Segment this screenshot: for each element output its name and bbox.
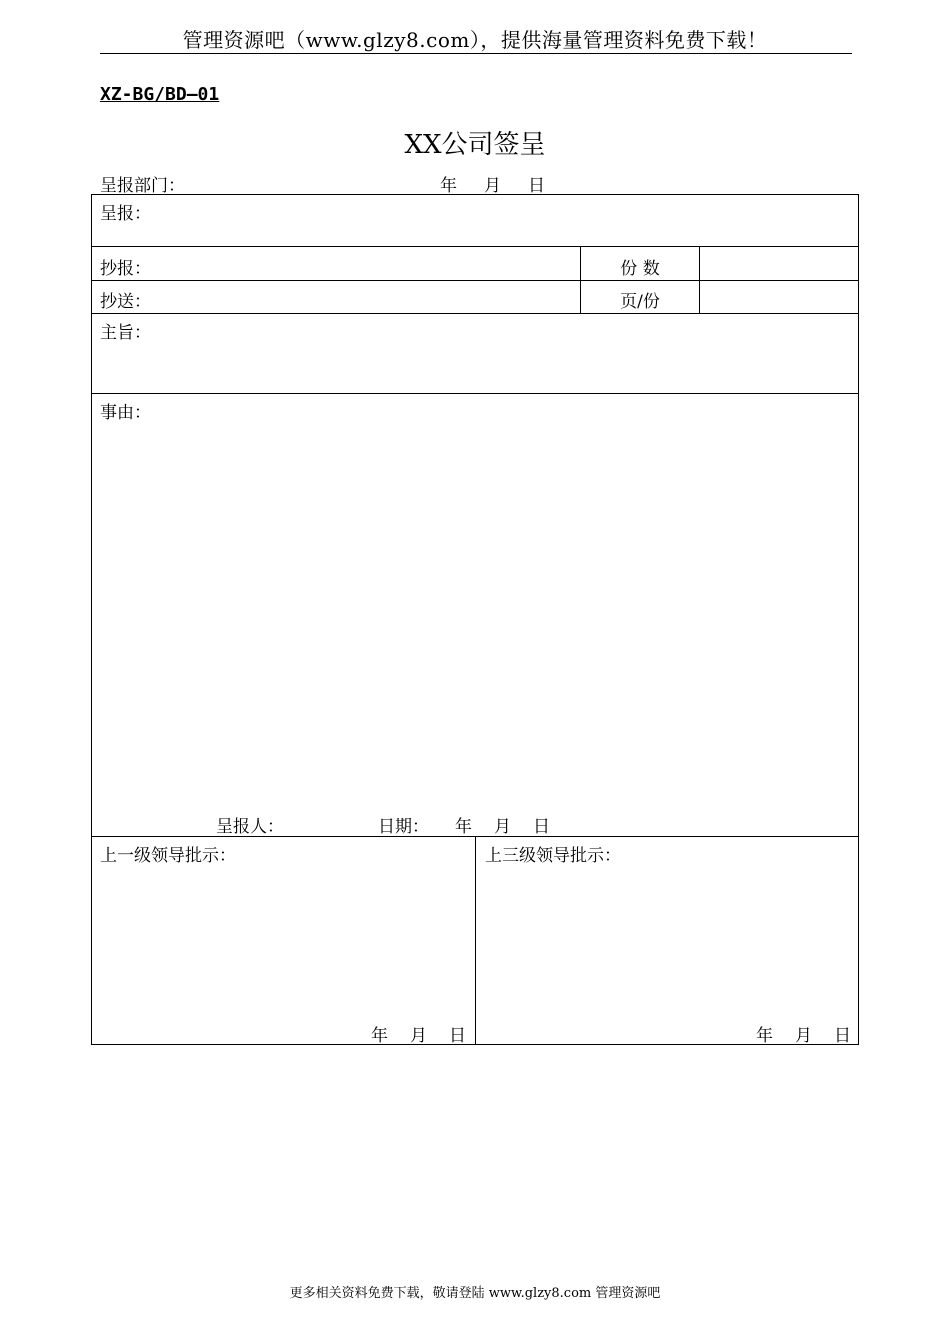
reason-date-year: 年 <box>455 817 472 837</box>
cc-label: 抄报： <box>100 259 151 279</box>
approval3-date-day: 日 <box>834 1026 851 1046</box>
approval1-date-month: 月 <box>410 1026 427 1046</box>
subject-cell[interactable] <box>91 313 859 394</box>
send-to-cell[interactable] <box>91 280 581 314</box>
reason-label: 事由： <box>100 403 151 423</box>
report-to-cell[interactable] <box>91 194 859 247</box>
approval1-date-year: 年 <box>371 1026 388 1046</box>
reporter-label: 呈报人： <box>216 817 284 837</box>
dept-date-month: 月 <box>484 176 501 196</box>
reason-date-month: 月 <box>494 817 511 837</box>
pages-value-cell[interactable] <box>699 280 859 314</box>
approval-level1-cell[interactable] <box>91 836 476 1045</box>
dept-date-day: 日 <box>528 176 545 196</box>
reason-date-day: 日 <box>533 817 550 837</box>
copies-label: 份 数 <box>620 259 660 279</box>
dept-date-year: 年 <box>440 176 457 196</box>
approval3-date-year: 年 <box>756 1026 773 1046</box>
report-to-label: 呈报： <box>100 204 151 224</box>
cc-cell[interactable] <box>91 246 581 281</box>
header-banner: 管理资源吧（www.glzy8.com），提供海量管理资料免费下载！ <box>182 28 768 52</box>
dept-label: 呈报部门： <box>100 176 185 196</box>
send-to-label: 抄送： <box>100 292 151 312</box>
copies-value-cell[interactable] <box>699 246 859 281</box>
header-divider <box>100 53 852 54</box>
footer-text: 更多相关资料免费下载，敬请登陆 www.glzy8.com 管理资源吧 <box>289 1286 661 1301</box>
subject-label: 主旨： <box>100 323 151 343</box>
pages-label: 页/份 <box>620 292 660 312</box>
approval-level3-label: 上三级领导批示： <box>485 846 621 866</box>
date-label: 日期： <box>378 817 429 837</box>
reason-cell[interactable] <box>91 393 859 837</box>
form-title: XX公司签呈 <box>404 130 546 160</box>
approval-level1-label: 上一级领导批示： <box>100 846 236 866</box>
approval1-date-day: 日 <box>449 1026 466 1046</box>
approval3-date-month: 月 <box>795 1026 812 1046</box>
approval-level3-cell[interactable] <box>475 836 859 1045</box>
form-code: XZ-BG/BD—01 <box>100 84 220 105</box>
